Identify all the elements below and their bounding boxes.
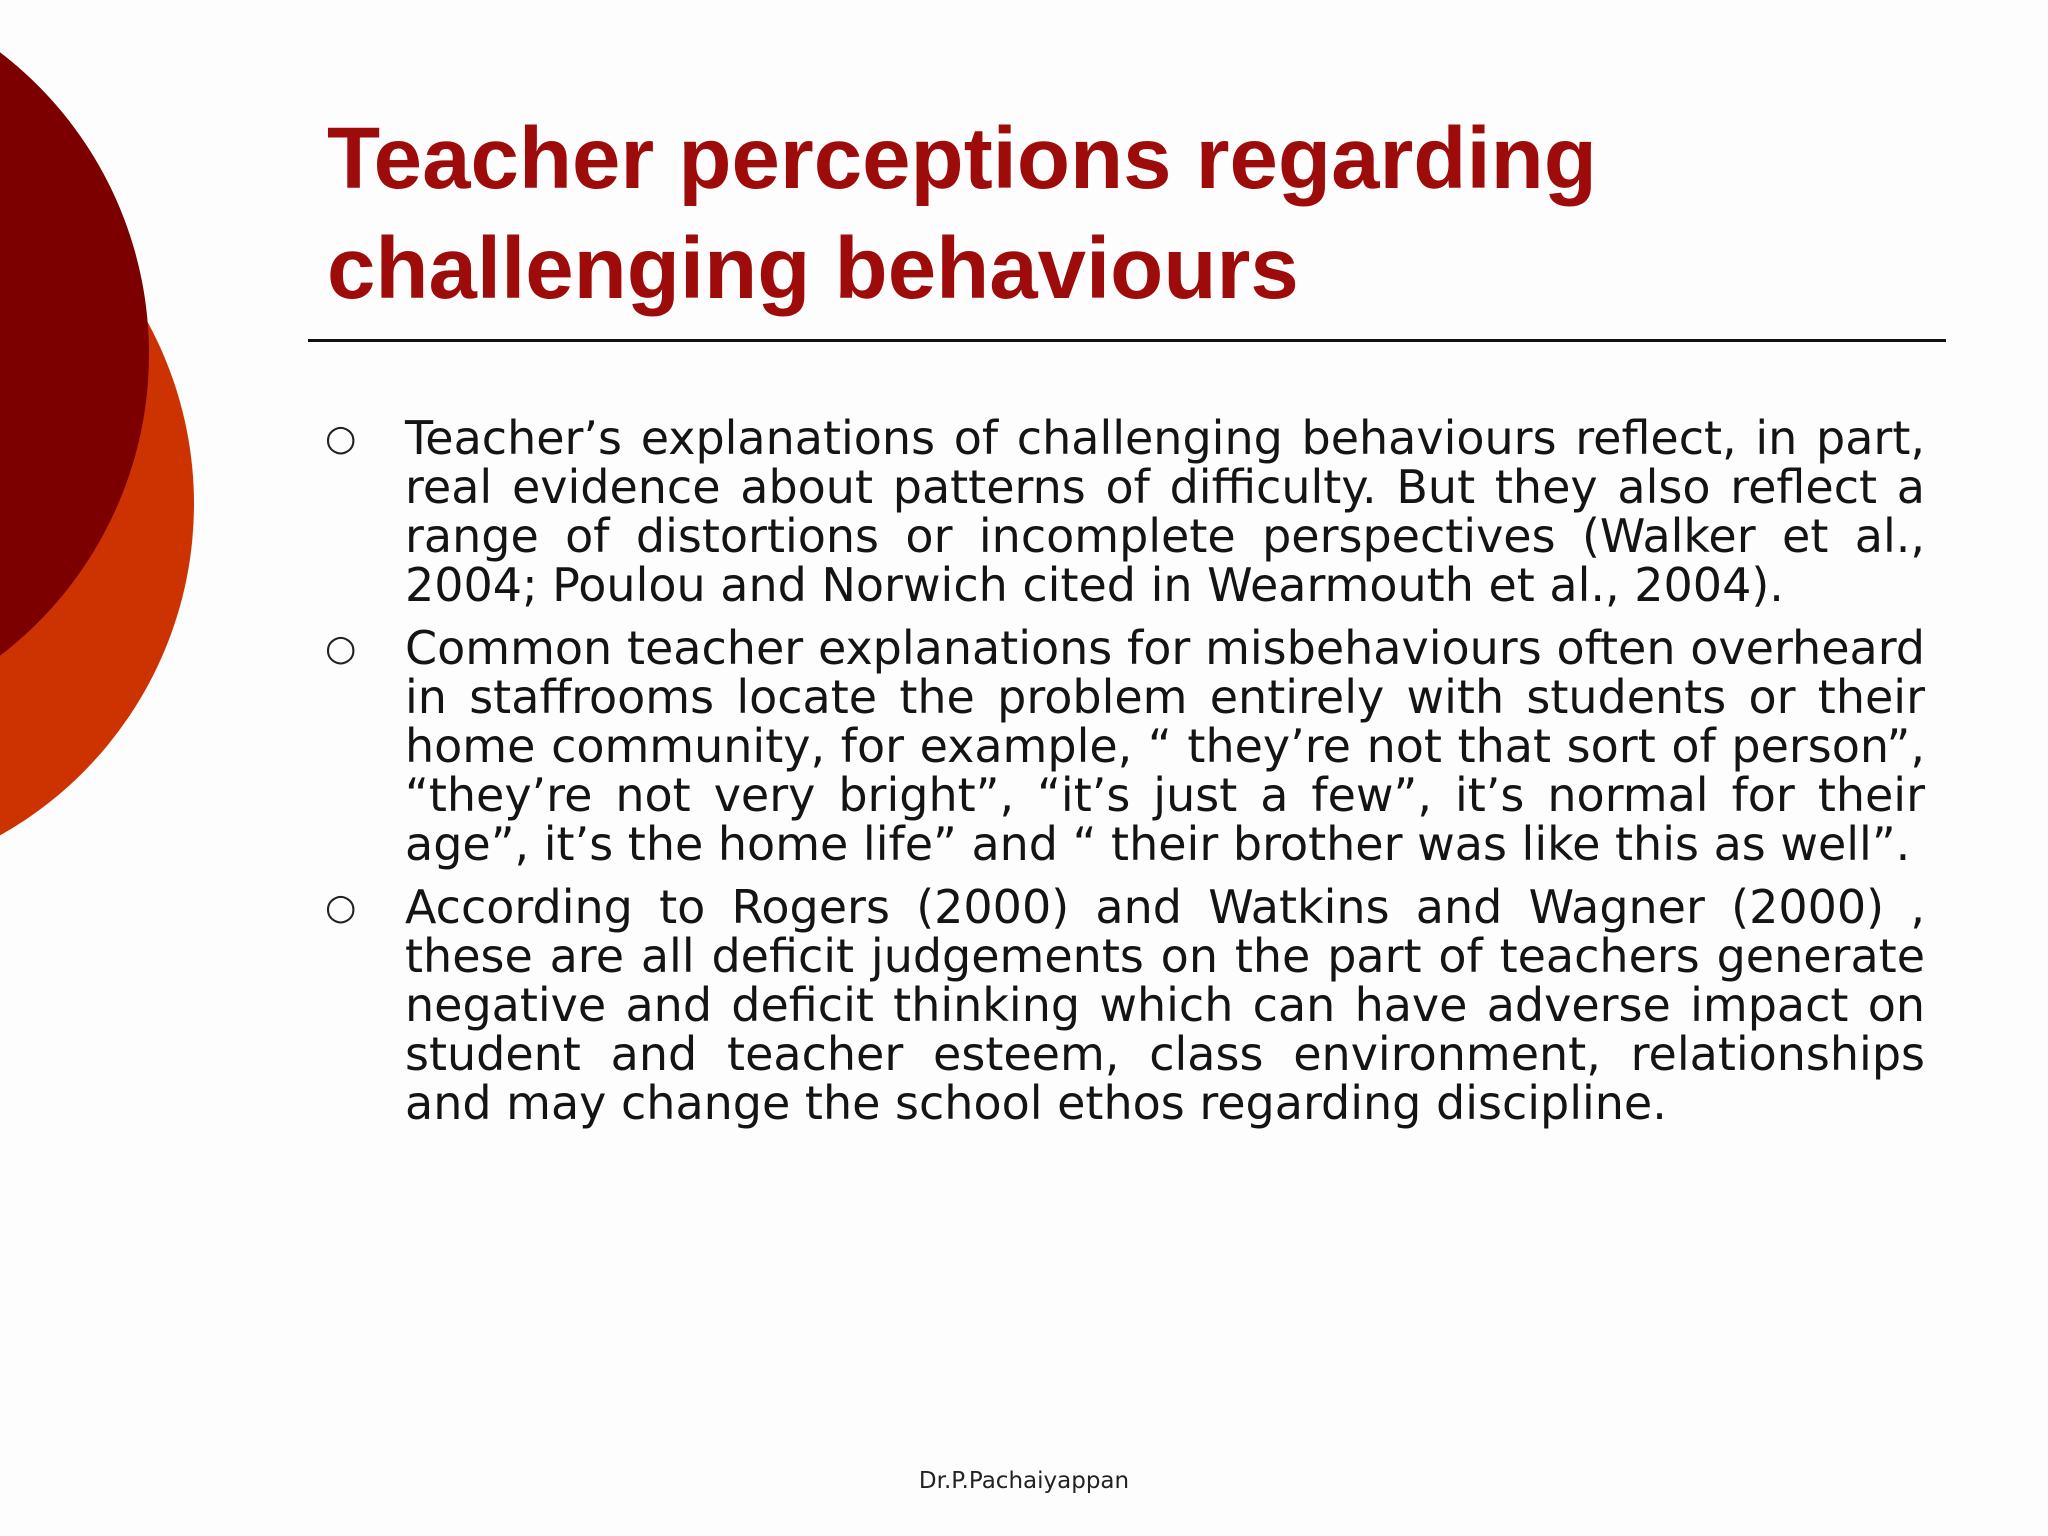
slide-title-line-2: challenging behaviours (327, 220, 1299, 317)
bullet-item (325, 621, 1925, 871)
bullet-circle-icon: ○ (325, 418, 357, 459)
bullet-circle-icon: ○ (325, 887, 357, 928)
bullet-text: Teacher’s explanations of challenging behaviours reflect, in part, real evidence about patterns of difficulty. But they also reflect a range of distortions or incomplete perspectives (Walker et al., 2004; Poulou and Norwich cited in Wearmouth et al., 2004). (405, 411, 1925, 612)
bullet-text: According to Rogers (2000) and Watkins and Wagner (2000) , these are all deficit judgements on the part of teachers generate negative and deficit thinking which can have adverse impact on student and teacher esteem, class environment, relationships and may change the school ethos regarding discipline. (405, 880, 1925, 1130)
bullet-item (325, 880, 1925, 1130)
title-divider (308, 339, 1946, 342)
bullet-item (325, 411, 1925, 612)
bullet-circle-icon: ○ (325, 628, 357, 669)
slide-title-line-1: Teacher perceptions regarding (327, 110, 1597, 207)
slide-footer: Dr.P.Pachaiyappan (918, 1468, 1130, 1494)
slide-title (327, 104, 1927, 324)
bullet-list (325, 411, 1925, 1142)
bullet-text: Common teacher explanations for misbehaviours often overheard in staffrooms locate the problem entirely with students or their home community, for example, “ they’re not that sort of person”, “they’re not very bright”, “it’s just a few”, it’s normal for their age”, it’s the home life” and “ their brother was like this as well”. (405, 621, 1925, 871)
